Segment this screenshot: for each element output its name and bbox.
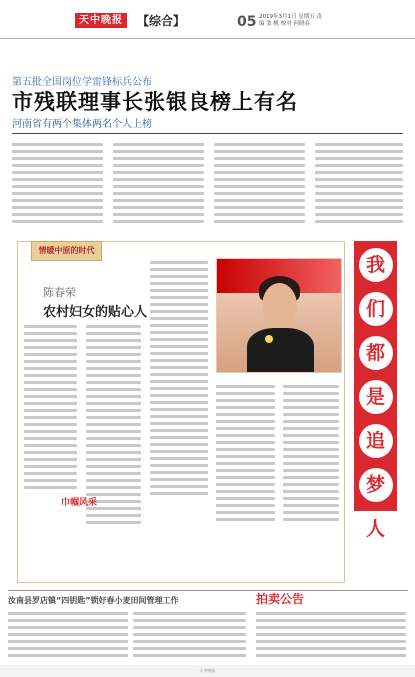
slogan-char-3: 都 (359, 336, 393, 370)
headline-rule (12, 133, 403, 134)
portrait-photo (216, 258, 342, 373)
feature-column-2 (86, 321, 141, 576)
feature-column-5 (283, 381, 339, 573)
slogan-char-7: 人 (359, 512, 393, 546)
headline-subtitle: 河南省有两个集体两名个人上榜 (12, 119, 152, 130)
article-column-4 (315, 139, 403, 231)
newspaper-logo: 天中晚报 (75, 13, 127, 28)
bottom-news-column-2 (133, 608, 246, 666)
headline-kicker: 第五批全国岗位学雷锋标兵公布 (12, 77, 152, 88)
slogan-char-5: 追 (359, 424, 393, 458)
main-headline: 市残联理事长张银良榜上有名 (12, 90, 298, 114)
feature-banner: 情暖中原的时代 (31, 241, 102, 261)
badge-icon (265, 335, 273, 343)
slogan-char-4: 是 (359, 380, 393, 414)
bottom-divider (8, 590, 408, 591)
feature-author: 陈春荣 (43, 286, 76, 299)
auction-text (256, 608, 406, 666)
issue-meta: 2019年3月1日 星期五 责编 张 帆 校对 何晓春 (259, 14, 322, 27)
bottom-news-title: 汝南县罗店镇“四钥匙”锁好春小麦田间管理工作 (8, 596, 179, 605)
section-name: 【综合】 (137, 14, 186, 28)
auction-title: 拍卖公告 (256, 592, 305, 606)
feature-column-1 (24, 321, 77, 521)
slogan-banner (354, 241, 397, 540)
face-shape (262, 283, 297, 328)
coat-shape (247, 328, 314, 373)
footer-bar: 天中晚报 (0, 665, 415, 677)
slogan-char-1: 我 (359, 248, 393, 282)
article-column-3 (214, 139, 305, 231)
article-column-2 (113, 139, 204, 231)
slogan-char-6: 梦 (359, 468, 393, 502)
feature-column-3 (150, 257, 208, 572)
feature-title: 农村妇女的贴心人 (43, 305, 148, 320)
feature-column-4 (216, 381, 275, 573)
women-style-logo: 巾帼风采 (61, 498, 98, 508)
slogan-char-2: 们 (359, 292, 393, 326)
article-column-1 (12, 139, 103, 231)
masthead (0, 0, 415, 39)
page-number: 05 (237, 14, 257, 30)
bottom-news-column-1 (8, 608, 128, 666)
